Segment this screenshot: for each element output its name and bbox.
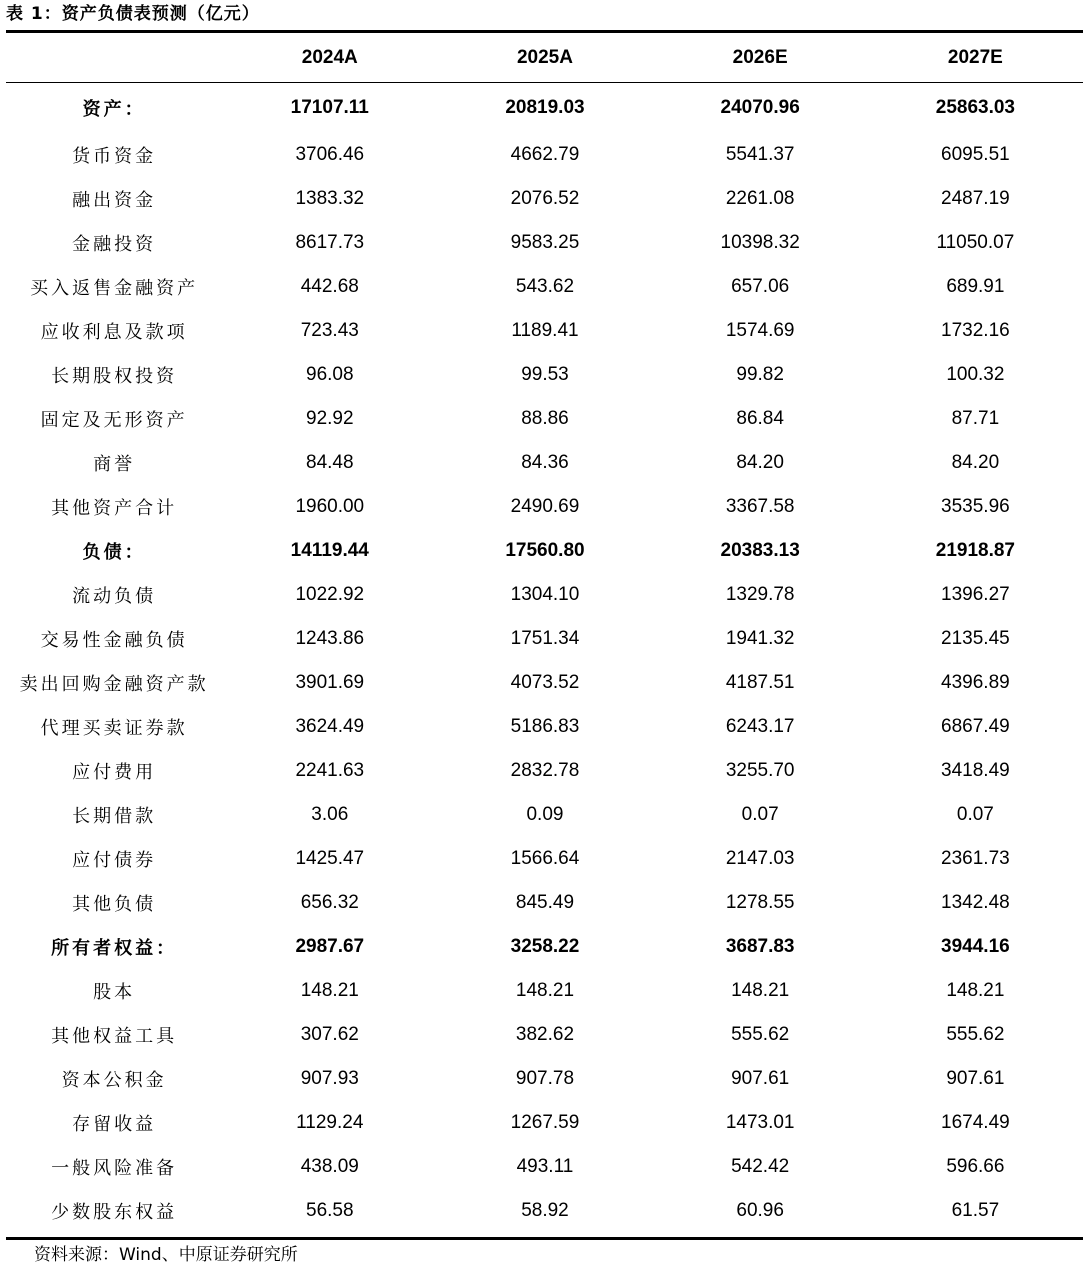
value-cell-2025a: 148.21 [515,980,575,1001]
value-cell-2025a: 493.11 [516,1156,574,1177]
row-label: 长期股权投资 [51,366,178,387]
row-label: 交易性金融负债 [40,630,188,651]
row-label: 其他权益工具 [51,1026,178,1047]
value-cell-2024a: 56.58 [306,1200,354,1221]
value-cell-2025a: 2832.78 [510,760,580,781]
value-cell-2027e: 3418.49 [941,760,1010,781]
row-label: 固定及无形资产 [40,410,188,431]
value-cell-2027e: 148.21 [946,980,1005,1001]
row-label: 买入返售金融资产 [30,278,199,299]
value-cell-2025a: 20819.03 [505,96,585,118]
value-cell-2025a: 4073.52 [510,672,580,693]
value-cell-2027e: 1732.16 [941,320,1010,341]
value-cell-2026e: 20383.13 [720,540,800,561]
value-cell-2024a: 2987.67 [295,936,365,957]
value-cell-2024a: 148.21 [300,980,359,1001]
value-cell-2027e: 2135.45 [941,628,1010,649]
value-cell-2026e: 24070.96 [720,96,800,118]
value-cell-2024a: 1129.24 [296,1112,364,1133]
value-cell-2025a: 2076.52 [510,188,580,209]
header-rule [6,82,1083,83]
value-cell-2027e: 61.57 [951,1200,1000,1221]
value-cell-2027e: 2487.19 [941,188,1010,209]
value-cell-2026e: 0.07 [741,804,779,825]
row-label: 应收利息及款项 [40,322,188,343]
header-label-cell [6,33,222,82]
value-cell-2025a: 0.09 [526,804,564,825]
table-row [6,1145,1083,1189]
value-cell-2024a: 1022.92 [295,584,365,605]
value-cell-2027e: 84.20 [951,452,1000,473]
row-label: 金融投资 [72,234,157,255]
value-cell-2027e: 6095.51 [941,144,1010,165]
table-body [6,82,1083,1233]
table-row [6,221,1083,265]
value-cell-2024a: 96.08 [306,364,354,385]
value-cell-2027e: 3944.16 [941,936,1010,957]
value-cell-2027e: 21918.87 [935,540,1015,561]
row-label: 少数股东权益 [51,1202,178,1223]
header-2027e: 2027E [947,46,1003,68]
value-cell-2025a: 907.78 [515,1068,575,1089]
value-cell-2027e: 555.62 [946,1024,1005,1045]
value-cell-2025a: 543.62 [515,276,575,297]
value-cell-2027e: 11050.07 [936,232,1015,253]
value-cell-2027e: 596.66 [946,1156,1005,1177]
value-cell-2026e: 60.96 [736,1200,784,1221]
row-label: 货币资金 [72,146,157,167]
value-cell-2024a: 1243.86 [295,628,365,649]
header-2024a: 2024A [301,46,358,68]
table-row [6,661,1083,705]
row-label: 负债： [82,542,146,563]
value-cell-2027e: 689.91 [946,276,1005,297]
value-cell-2025a: 84.36 [521,452,569,473]
value-cell-2026e: 4187.51 [725,672,795,693]
value-cell-2027e: 87.71 [951,408,1000,429]
table-row [6,1101,1083,1145]
value-cell-2026e: 3687.83 [725,936,795,957]
table-row [6,485,1083,529]
header-2025a: 2025A [516,46,573,68]
value-cell-2025a: 3258.22 [510,936,580,957]
table-row [6,573,1083,617]
row-label: 应付费用 [72,762,157,783]
value-cell-2027e: 907.61 [946,1068,1005,1089]
row-label: 所有者权益： [51,938,178,959]
value-cell-2027e: 2361.73 [941,848,1010,869]
value-cell-2024a: 14119.44 [290,540,369,561]
value-cell-2026e: 2147.03 [725,848,795,869]
table-row [6,1189,1083,1233]
value-cell-2024a: 92.92 [306,408,354,429]
value-cell-2026e: 99.82 [736,364,784,385]
balance-sheet-table [6,33,1083,1233]
value-cell-2025a: 382.62 [515,1024,575,1045]
table-row [6,837,1083,881]
section-row [6,925,1083,969]
section-row [6,82,1083,133]
row-label: 长期借款 [72,806,157,827]
row-label: 股本 [93,982,136,1003]
table-row [6,133,1083,177]
value-cell-2027e: 6867.49 [941,716,1010,737]
value-cell-2026e: 84.20 [736,452,784,473]
source-note: 资料来源：Wind、中原证券研究所 [34,1245,298,1265]
value-cell-2025a: 58.92 [521,1200,569,1221]
value-cell-2024a: 3901.69 [295,672,365,693]
table-row [6,749,1083,793]
table-row [6,969,1083,1013]
value-cell-2025a: 4662.79 [510,144,580,165]
table-row [6,177,1083,221]
value-cell-2024a: 17107.11 [290,96,369,118]
row-label: 资产： [82,98,146,120]
value-cell-2026e: 6243.17 [725,716,795,737]
value-cell-2025a: 17560.80 [505,540,585,561]
row-label: 其他负债 [72,894,157,915]
value-cell-2027e: 0.07 [956,804,994,825]
row-label: 一般风险准备 [51,1158,178,1179]
value-cell-2024a: 2241.63 [295,760,365,781]
value-cell-2024a: 656.32 [300,892,359,913]
value-cell-2025a: 9583.25 [510,232,580,253]
value-cell-2026e: 148.21 [731,980,790,1001]
table-row [6,705,1083,749]
value-cell-2026e: 2261.08 [725,188,795,209]
value-cell-2024a: 307.62 [300,1024,359,1045]
value-cell-2026e: 1329.78 [725,584,795,605]
table-row [6,881,1083,925]
value-cell-2027e: 100.32 [946,364,1005,385]
table-row [6,441,1083,485]
row-label: 卖出回购金融资产款 [19,674,209,695]
row-label: 商誉 [93,454,136,475]
table-title: 表 1：资产负债表预测（亿元） [6,4,260,24]
value-cell-2027e: 3535.96 [941,496,1010,517]
value-cell-2026e: 3367.58 [725,496,795,517]
table-row [6,1013,1083,1057]
value-cell-2026e: 657.06 [731,276,790,297]
value-cell-2024a: 1383.32 [295,188,365,209]
table-row [6,617,1083,661]
value-cell-2024a: 3624.49 [295,716,365,737]
table-row [6,353,1083,397]
row-label: 代理买卖证券款 [40,718,188,739]
table-row [6,1057,1083,1101]
table-row [6,397,1083,441]
header-row [6,33,1083,82]
table-row [6,793,1083,837]
row-label: 其他资产合计 [51,498,178,519]
value-cell-2027e: 25863.03 [935,96,1015,118]
value-cell-2025a: 88.86 [521,408,569,429]
table-row [6,309,1083,353]
value-cell-2024a: 442.68 [300,276,359,297]
value-cell-2026e: 3255.70 [725,760,795,781]
table-row [6,265,1083,309]
value-cell-2025a: 2490.69 [510,496,580,517]
value-cell-2026e: 542.42 [731,1156,790,1177]
value-cell-2027e: 1674.49 [941,1112,1010,1133]
value-cell-2024a: 438.09 [300,1156,359,1177]
row-label: 流动负债 [72,586,157,607]
value-cell-2024a: 723.43 [300,320,359,341]
value-cell-2024a: 3706.46 [295,144,365,165]
row-label: 应付债券 [72,850,157,871]
value-cell-2026e: 1278.55 [725,892,795,913]
value-cell-2024a: 1425.47 [295,848,365,869]
header-2026e: 2026E [732,46,788,68]
value-cell-2026e: 10398.32 [720,232,800,253]
section-row [6,529,1083,573]
value-cell-2025a: 845.49 [515,892,575,913]
value-cell-2024a: 84.48 [306,452,354,473]
value-cell-2025a: 1189.41 [511,320,579,341]
value-cell-2024a: 1960.00 [295,496,365,517]
value-cell-2024a: 907.93 [300,1068,359,1089]
value-cell-2026e: 555.62 [731,1024,790,1045]
value-cell-2025a: 1267.59 [510,1112,580,1133]
value-cell-2027e: 1396.27 [941,584,1010,605]
value-cell-2026e: 5541.37 [725,144,795,165]
value-cell-2027e: 4396.89 [941,672,1010,693]
value-cell-2026e: 1941.32 [725,628,795,649]
value-cell-2025a: 1751.34 [510,628,580,649]
value-cell-2027e: 1342.48 [941,892,1010,913]
value-cell-2025a: 1566.64 [510,848,580,869]
value-cell-2024a: 3.06 [311,804,349,825]
value-cell-2025a: 1304.10 [510,584,580,605]
value-cell-2025a: 5186.83 [510,716,580,737]
value-cell-2026e: 86.84 [736,408,784,429]
value-cell-2024a: 8617.73 [295,232,365,253]
value-cell-2026e: 907.61 [731,1068,790,1089]
row-label: 融出资金 [72,190,157,211]
row-label: 资本公积金 [61,1070,167,1091]
value-cell-2025a: 99.53 [521,364,569,385]
row-label: 存留收益 [72,1114,157,1135]
bottom-rule [6,1237,1083,1240]
value-cell-2026e: 1574.69 [725,320,795,341]
value-cell-2026e: 1473.01 [725,1112,795,1133]
